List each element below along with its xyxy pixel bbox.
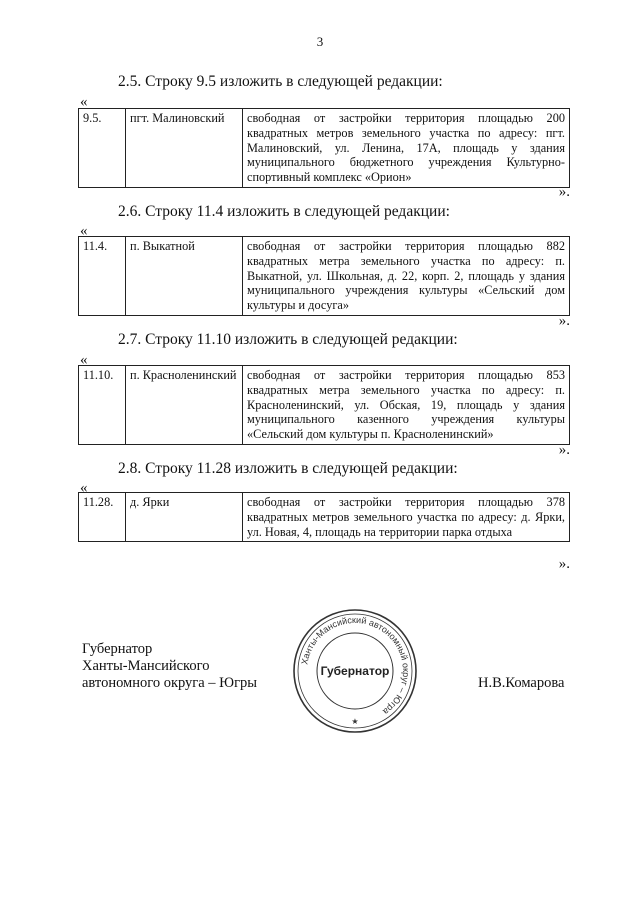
row-number: 11.4. [79, 237, 126, 316]
section-heading: 2.6. Строку 11.4 изложить в следующей редакции: [118, 203, 450, 220]
amendment-table [78, 365, 570, 445]
signatory-name: Н.В.Комарова [478, 675, 565, 691]
open-quote: « [80, 480, 88, 496]
table-row [79, 493, 570, 542]
open-quote: « [80, 223, 88, 239]
section-heading: 2.8. Строку 11.28 изложить в следующей редакции: [118, 460, 458, 477]
close-quote: ». [558, 442, 570, 458]
stamp-center-text: Губернатор [320, 664, 390, 678]
signature-title-line: автономного округа – Югры [82, 675, 258, 691]
row-description: свободная от застройки территория площадью 882 квадратных метра земельного участка по адресу: п. Выкатной, ул. Школьная, д. 22, корп. 2, площадь у здания муниципального учреждения культуры «Сельский дом культуры и досуга» [243, 237, 570, 316]
row-description: свободная от застройки территория площадью 853 квадратных метра земельного участка по адресу: п. Красноленинский, ул. Обская, 19, площадь у здания муниципального казенного учреждения культуры «Сельский дом культуры п. Красноленинский» [243, 366, 570, 445]
signature-title-line: Ханты-Мансийского [82, 658, 210, 674]
amendment-table [78, 236, 570, 316]
stamp-ring-text: Ханты-Мансийский автономный округ – Югра [299, 614, 412, 717]
close-quote: ». [558, 184, 570, 200]
page-number: 3 [316, 34, 324, 49]
row-number: 11.28. [79, 493, 126, 542]
open-quote: « [80, 352, 88, 368]
table-row [79, 366, 570, 445]
table-row [79, 237, 570, 316]
signature-title-line: Губернатор [82, 641, 153, 657]
row-place: д. Ярки [126, 493, 243, 542]
close-quote: ». [558, 313, 570, 329]
row-place: п. Выкатной [126, 237, 243, 316]
official-stamp [290, 606, 420, 736]
row-place: пгт. Малиновский [126, 109, 243, 188]
section-heading: 2.5. Строку 9.5 изложить в следующей редакции: [118, 73, 443, 90]
row-number: 9.5. [79, 109, 126, 188]
amendment-table [78, 108, 570, 188]
open-quote: « [80, 94, 88, 110]
signature-title [82, 641, 257, 692]
star-icon: ★ [351, 717, 359, 726]
row-description: свободная от застройки территория площадью 378 квадратных метров земельного участка по адресу: д. Ярки, ул. Новая, 4, площадь на территории парка отдыха [243, 493, 570, 542]
row-place: п. Красноленинский [126, 366, 243, 445]
table-row [79, 109, 570, 188]
amendment-table [78, 492, 570, 542]
row-description: свободная от застройки территория площадью 200 квадратных метров земельного участка по адресу: пгт. Малиновский, ул. Ленина, 17А, площадь у здания муниципального бюджетного учреждения Культурно-спортивный комплекс «Орион» [243, 109, 570, 188]
section-heading: 2.7. Строку 11.10 изложить в следующей редакции: [118, 331, 458, 348]
row-number: 11.10. [79, 366, 126, 445]
close-quote: ». [558, 556, 570, 572]
